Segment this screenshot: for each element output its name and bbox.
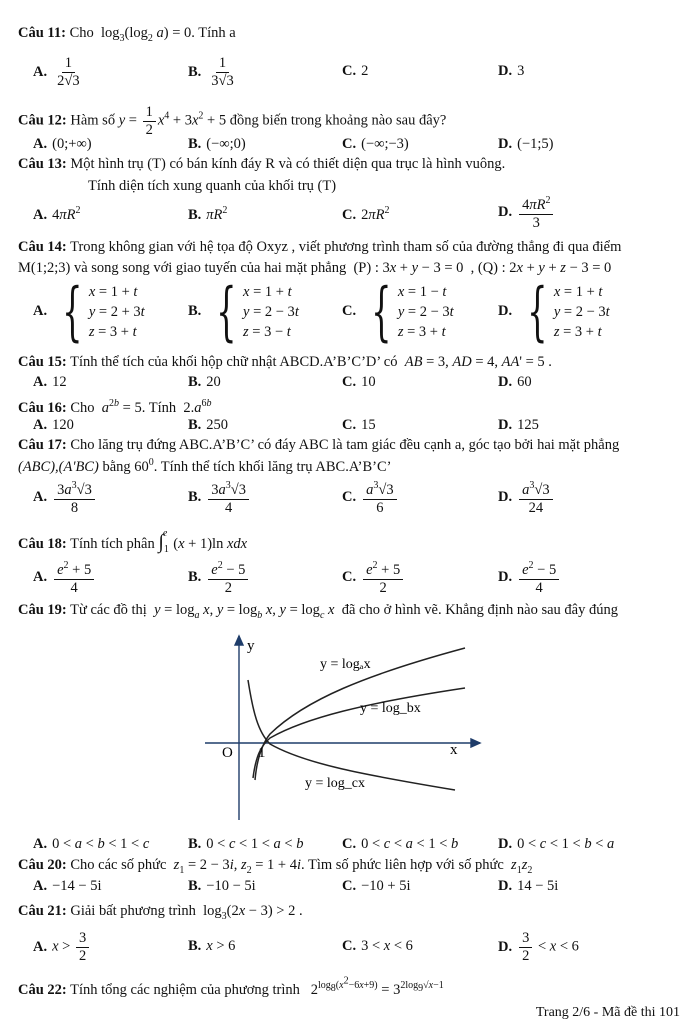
q17-text: Câu 17: Cho lăng trụ đứng ABC.A’B’C’ có đáy ABC là tam giác đều cạnh a, góc tạo bởi hai mặt phẳng <box>18 437 620 453</box>
q11-option-c[interactable]: C. 2 <box>342 63 369 79</box>
q15-text: Câu 15: Tính thể tích của khối hộp chữ nhật ABCD.A’B’C’D’ có AB = 3, AD = 4, AA' = 5 . <box>18 354 552 370</box>
q19-option-d[interactable]: D. 0 < c < 1 < b < a <box>498 836 615 852</box>
curve-log-c <box>248 680 455 790</box>
q14-option-d[interactable]: D. { x = 1 + t y = 2 − 3t z = 3 + t <box>498 275 610 349</box>
log-graph <box>195 630 485 825</box>
q12-option-a[interactable]: A. (0;+∞) <box>33 136 92 152</box>
q17-option-c[interactable]: C. $\frac{a^3√3}{6}$ <box>342 480 399 516</box>
q21-text: Câu 21: Giải bất phương trình $\log_3(2x - 3) > 2$ . <box>18 903 303 922</box>
q14-option-c[interactable]: C. { x = 1 − t y = 2 − 3t z = 3 + t <box>342 275 454 349</box>
q21-option-c[interactable]: C. 3 < x < 6 <box>342 938 413 954</box>
q19-option-c[interactable]: C. 0 < c < a < 1 < b <box>342 836 459 852</box>
q13-option-a[interactable]: A. $4\pi R^2$ <box>33 205 81 223</box>
x-axis-label: x <box>450 742 458 758</box>
q14-option-b[interactable]: B. { x = 1 + t y = 2 − 3t z = 3 − t <box>188 275 299 349</box>
y-axis-label: y <box>247 638 255 654</box>
q16-option-b[interactable]: B. 250 <box>188 417 229 433</box>
q12-option-c[interactable]: C. (−∞;−3) <box>342 136 409 152</box>
q22-text: Câu 22: Tính tổng các nghiệm của phương trình $2^{log_8(x^2-6x+9)} = 3^{2log_9√x-1}$ <box>18 976 444 999</box>
q16-option-c[interactable]: C. 15 <box>342 417 376 433</box>
q18-option-b[interactable]: B. $\frac{e^2 - 5}{2}$ <box>188 560 250 596</box>
q18-text: Câu 18: Tính tích phân $\int_1^e(x + 1)\ln$ xdx <box>18 528 248 555</box>
q15-option-a[interactable]: A. 12 <box>33 374 67 390</box>
q17-option-a[interactable]: A. $\frac{3a^3√3}{8}$ <box>33 480 97 516</box>
q17-option-b[interactable]: B. $\frac{3a^3√3}{4}$ <box>188 480 251 516</box>
origin-label: O <box>222 745 233 761</box>
q20-option-c[interactable]: C. −10 + 5i <box>342 878 411 894</box>
q16-option-d[interactable]: D. 125 <box>498 417 539 433</box>
q13-option-d[interactable]: D. $\frac{4\pi R^2}{3}$ <box>498 195 555 231</box>
q11-option-d[interactable]: D. 3 <box>498 63 525 79</box>
q21-option-a[interactable]: A. x > $\frac{3}{2}$ <box>33 930 91 964</box>
q15-option-d[interactable]: D. 60 <box>498 374 532 390</box>
q17-text2: (ABC),(A'BC) bằng $60^0$. Tính thể tích khối lăng trụ ABC.A’B’C’ <box>18 457 392 475</box>
q18-option-c[interactable]: C. $\frac{e^2 + 5}{2}$ <box>342 560 405 596</box>
q16-text: Câu 16: Cho $a^{2b} = 5$. Tính $2.a^{6b}$ <box>18 398 212 416</box>
curve-c-label: y = log_cx <box>305 776 365 791</box>
q14-text2: M(1;2;3) và song song với giao tuyến của hai mặt phẳng (P) : 3x + y − 3 = 0 , (Q) : 2x + y + z − 3 = 0 <box>18 260 612 276</box>
q16-option-a[interactable]: A. 120 <box>33 417 74 433</box>
curve-b-label: y = log_bx <box>360 701 421 716</box>
q14-text: Câu 14: Trong không gian với hệ tọa độ Oxyz , viết phương trình tham số của đường thẳng đi qua điểm <box>18 239 622 255</box>
page-footer: Trang 2/6 - Mã đề thi 101 <box>535 1005 680 1020</box>
q11-option-b[interactable]: B. $\frac{1}{3√3}$ <box>188 55 234 89</box>
q12-text: Câu 12: Hàm số y = $\frac{1}{2}$ $x^4 + 3x^2 + 5$ đồng biến trong khoảng nào sau đây? <box>18 104 447 138</box>
one-label: 1 <box>258 745 266 761</box>
q13-option-b[interactable]: B. $\pi R^2$ <box>188 205 228 223</box>
q19-text: Câu 19: Từ các đồ thị $y = \log_a x$, $y = \log_b x$, $y = \log_c x$ đã cho ở hình vẽ. Khẳng định nào sau đây đúng <box>18 602 618 621</box>
curve-a-label: y = logₐx <box>320 657 371 672</box>
q20-option-b[interactable]: B. −10 − 5i <box>188 878 256 894</box>
q15-option-b[interactable]: B. 20 <box>188 374 221 390</box>
q19-option-a[interactable]: A. 0 < a < b < 1 < c <box>33 836 150 852</box>
q18-option-d[interactable]: D. $\frac{e^2 - 5}{4}$ <box>498 560 561 596</box>
q18-option-a[interactable]: A. $\frac{e^2 + 5}{4}$ <box>33 560 96 596</box>
q15-option-c[interactable]: C. 10 <box>342 374 376 390</box>
q13-text2: Tính diện tích xung quanh của khối trụ (T) <box>88 178 337 194</box>
q12-option-b[interactable]: B. (−∞;0) <box>188 136 246 152</box>
q20-option-d[interactable]: D. 14 − 5i <box>498 878 559 894</box>
q14-option-a[interactable]: A. { x = 1 + t y = 2 + 3t z = 3 + t <box>33 275 145 349</box>
q11-text: Câu 11: Cho $\log_3(\log_2$ a) = 0. Tính a <box>18 25 236 44</box>
q13-option-c[interactable]: C. $2\pi R^2$ <box>342 205 390 223</box>
q17-option-d[interactable]: D. $\frac{a^3√3}{24}$ <box>498 480 555 516</box>
q20-option-a[interactable]: A. −14 − 5i <box>33 878 102 894</box>
q20-text: Câu 20: Cho các số phức $z_1 = 2 - 3i$, $z_2 = 1 + 4i$. Tìm số phức liên hợp với số phức $z_1z_2$ <box>18 857 533 876</box>
q11-option-a[interactable]: A. $\frac{1}{2√3}$ <box>33 55 80 89</box>
q19-option-b[interactable]: B. 0 < c < 1 < a < b <box>188 836 304 852</box>
q21-option-b[interactable]: B. x > 6 <box>188 938 236 954</box>
q12-option-d[interactable]: D. (−1;5) <box>498 136 554 152</box>
q21-option-d[interactable]: D. $\frac{3}{2}$ < x < 6 <box>498 930 579 964</box>
q13-text: Câu 13: Một hình trụ (T) có bán kính đáy R và có thiết diện qua trục là hình vuông. <box>18 156 506 172</box>
curve-log-b <box>253 688 465 778</box>
